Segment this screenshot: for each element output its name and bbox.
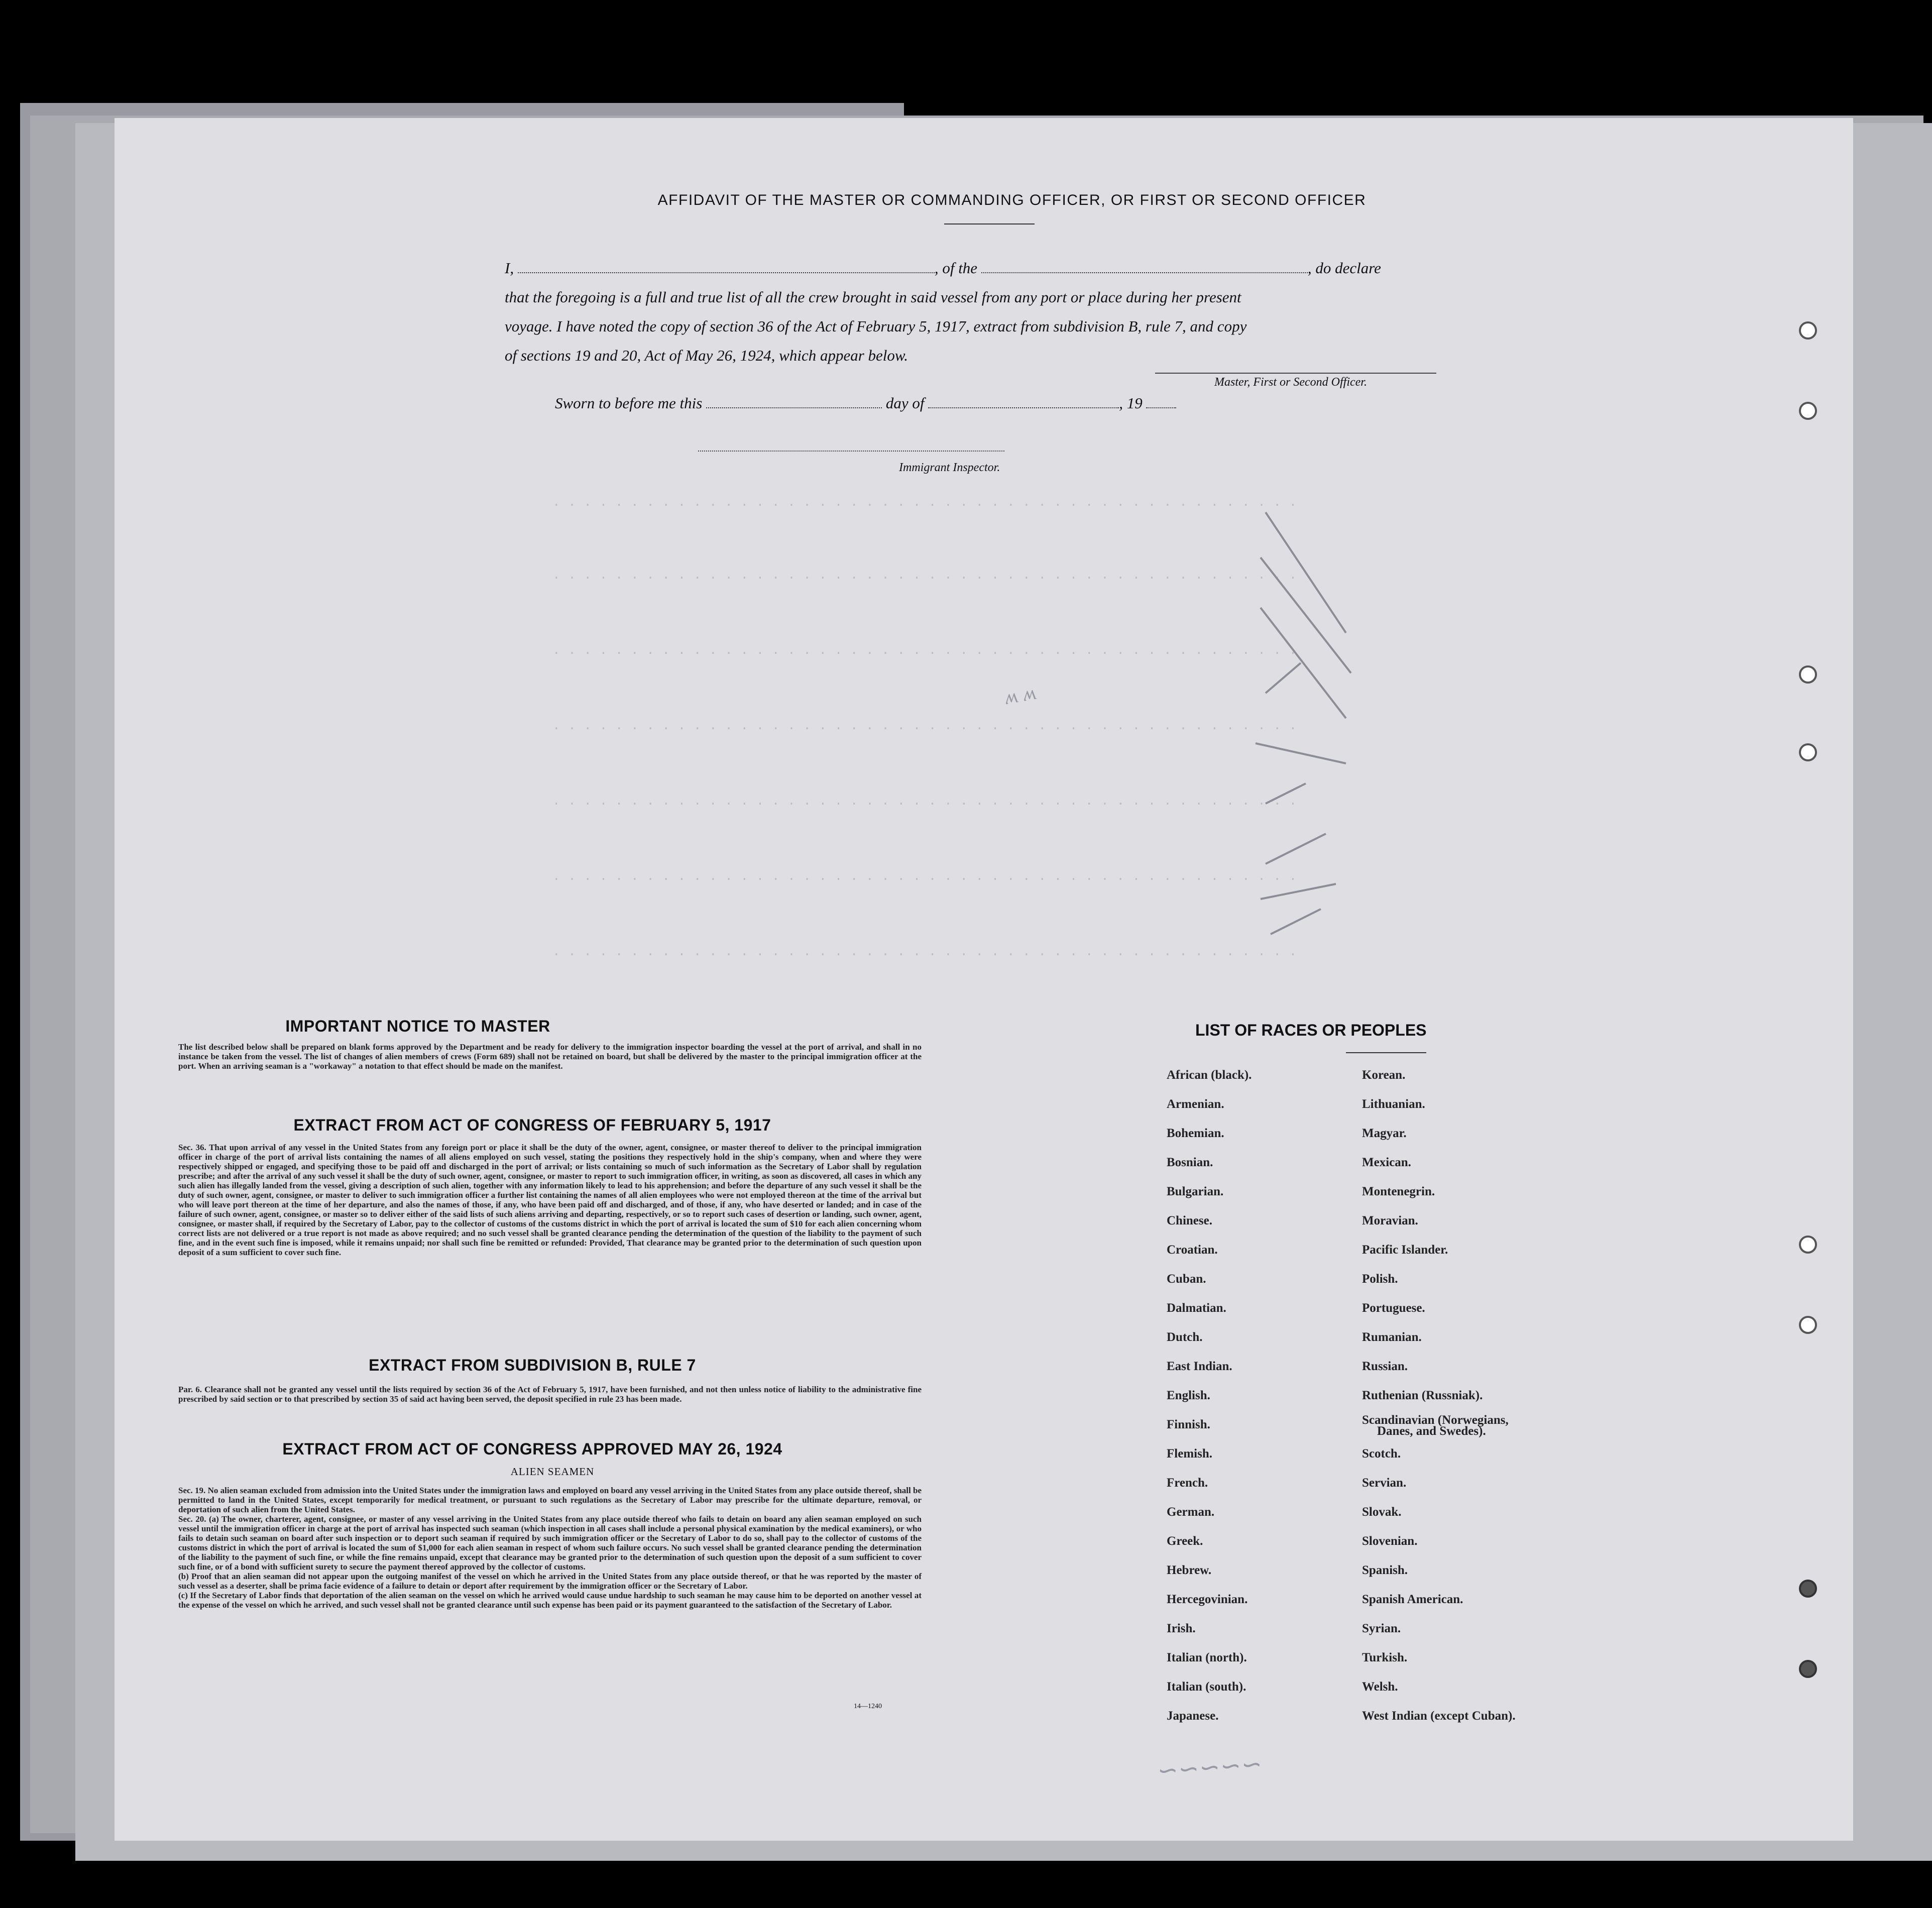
race-item: Flemish. — [1167, 1447, 1212, 1461]
race-item: Spanish American. — [1362, 1593, 1463, 1606]
pencil-mark: ʍ ʍ — [1002, 681, 1038, 709]
punch-hole — [1799, 1660, 1817, 1678]
races-right-column — [1362, 1061, 1516, 1731]
extract-1924-subtitle: ALIEN SEAMEN — [510, 1466, 595, 1478]
race-item: East Indian. — [1167, 1360, 1232, 1373]
race-item: Russian. — [1362, 1360, 1408, 1373]
notice-body: The list described below shall be prepared on blank forms approved by the Department and be ready for delivery to the immigration inspector boarding the vessel at the port of arrival, and shall in no instance be taken from the vessel. The list of changes of alien members of crews (Form 689) shall not be retained on board, but shall be delivered by the master to the principal immigration officer at the port. When an arriving seaman is a "workaway" a notation to that effect should be made on the manifest. — [178, 1042, 922, 1071]
race-item: Japanese. — [1167, 1709, 1219, 1723]
extract-1924-title: EXTRACT FROM ACT OF CONGRESS APPROVED MAY 26, 1924 — [282, 1440, 782, 1458]
punch-hole — [1799, 1236, 1817, 1254]
sworn-year-field[interactable] — [1146, 395, 1176, 408]
race-item: Croatian. — [1167, 1243, 1218, 1257]
race-item: Mexican. — [1362, 1156, 1411, 1169]
race-item: Cuban. — [1167, 1272, 1206, 1286]
sworn-month-field[interactable] — [928, 395, 1119, 408]
race-item: German. — [1167, 1505, 1215, 1519]
race-item: Scandinavian (Norwegians, — [1362, 1413, 1509, 1427]
affidavit-line-3: voyage. I have noted the copy of section 36 of the Act of February 5, 1917, extract from subdivision B, rule 7, and copy — [505, 317, 1247, 335]
race-item: Korean. — [1362, 1068, 1406, 1082]
bleed-through-row: . . . . . . . . . . . . . . . . . . . . . . . . . . . . . . . . . . . . . . . . . . . . . . . . — [552, 869, 1297, 884]
race-item: West Indian (except Cuban). — [1362, 1709, 1516, 1723]
race-item: Scotch. — [1362, 1447, 1401, 1461]
race-item: Danes, and Swedes). — [1377, 1424, 1486, 1438]
punch-hole — [1799, 743, 1817, 761]
races-title: LIST OF RACES OR PEOPLES — [1195, 1021, 1427, 1039]
pencil-signature-mark: ∽∽∽∽∽ — [1154, 1749, 1262, 1785]
race-item: Syrian. — [1362, 1622, 1401, 1635]
bleed-through-row: . . . . . . . . . . . . . . . . . . . . . . . . . . . . . . . . . . . . . . . . . . . . . . . . — [552, 944, 1297, 959]
tally-marks — [1245, 482, 1366, 984]
bleed-through-row: . . . . . . . . . . . . . . . . . . . . . . . . . . . . . . . . . . . . . . . . . . . . . . . . — [552, 794, 1297, 809]
race-item: Rumanian. — [1362, 1330, 1422, 1344]
race-item: Servian. — [1362, 1476, 1407, 1490]
sec-19-text: Sec. 19. No alien seaman excluded from admission into the United States under the immigration laws and employed on board any vessel arriving in the United States from any place outside thereof, shall be permitted to land in the United States, except temporarily for medical treatment, or pursuant to such regulations as the Secretary of Labor may prescribe for the ultimate departure, removal, or deportation of such alien from the United States. — [178, 1486, 922, 1514]
race-item: Dalmatian. — [1167, 1301, 1226, 1315]
punch-hole — [1799, 402, 1817, 420]
race-item: Italian (north). — [1167, 1651, 1247, 1664]
race-item: Bosnian. — [1167, 1156, 1213, 1169]
bleed-through-row: . . . . . . . . . . . . . . . . . . . . . . . . . . . . . . . . . . . . . . . . . . . . . . . . — [552, 718, 1297, 733]
affidavit-title: AFFIDAVIT OF THE MASTER OR COMMANDING OFFICER, OR FIRST OR SECOND OFFICER — [657, 192, 1367, 208]
races-title-underline — [1346, 1052, 1426, 1053]
race-item: Montenegrin. — [1362, 1185, 1435, 1198]
extract-1924-body — [178, 1486, 922, 1610]
affidavit-line-4: of sections 19 and 20, Act of May 26, 1924, which appear below. — [505, 347, 908, 364]
master-name-field[interactable] — [518, 260, 935, 273]
sec-20a-text: Sec. 20. (a) The owner, charterer, agent, consignee, or master of any vessel arriving in the United States from any place outside thereof who fails to detain on board any alien seaman employed on such vessel until the immigration officer in charge at the port of arrival has inspected such seaman (which inspection in all cases shall include a personal physical examination by the medical examiners), or who fails to detain such seaman on board after such inspection or to deport such seaman if required by such immigration officer or the Secretary of Labor to do so, shall pay to the collector of customs of the customs district in which the port of arrival is located the sum of $1,000 for each alien seaman in respect of whom such failure occurs. No such vessel shall be granted clearance pending the determination of the liability to the payment of such fine, or while the fine remains unpaid, except that clearance may be granted prior to the determination of such question upon the deposit of a sum sufficient to cover such fine, or of a bond with sufficient surety to secure the payment thereof approved by the collector of customs. — [178, 1514, 922, 1572]
affidavit-line-2: that the foregoing is a full and true list of all the crew brought in said vessel from any port or place during her present — [505, 288, 1241, 306]
race-item: Irish. — [1167, 1622, 1196, 1635]
race-item: Italian (south). — [1167, 1680, 1246, 1694]
title-underline — [944, 223, 1035, 225]
race-item: Moravian. — [1362, 1214, 1418, 1227]
race-item: Pacific Islander. — [1362, 1243, 1448, 1257]
master-signature-label: Master, First or Second Officer. — [1214, 376, 1367, 389]
bleed-through-row: . . . . . . . . . . . . . . . . . . . . . . . . . . . . . . . . . . . . . . . . . . . . . . . . — [552, 495, 1297, 510]
vessel-name-field[interactable] — [981, 260, 1308, 273]
race-item: Lithuanian. — [1362, 1097, 1425, 1111]
race-item: Slovenian. — [1362, 1534, 1418, 1548]
affidavit-body — [505, 254, 1469, 370]
race-item: Armenian. — [1167, 1097, 1224, 1111]
race-item: Slovak. — [1362, 1505, 1402, 1519]
race-item: African (black). — [1167, 1068, 1252, 1082]
sec-20b-text: (b) Proof that an alien seaman did not appear upon the outgoing manifest of the vessel on which he arrived in the United States from any place outside thereof, or that he was reported by the master of such vessel as a deserter, shall be prima facie evidence of a failure to detain or deport after requirement by the immigration officer or the Secretary of Labor. — [178, 1572, 922, 1591]
extract-rule7-title: EXTRACT FROM SUBDIVISION B, RULE 7 — [369, 1356, 696, 1374]
race-item: English. — [1167, 1389, 1210, 1402]
bleed-through-row: . . . . . . . . . . . . . . . . . . . . . . . . . . . . . . . . . . . . . . . . . . . . . . . . — [552, 643, 1297, 658]
notice-title: IMPORTANT NOTICE TO MASTER — [285, 1017, 550, 1035]
race-item: Welsh. — [1362, 1680, 1398, 1694]
sec-20c-text: (c) If the Secretary of Labor finds that deportation of the alien seaman on the vessel on which he arrived would cause undue hardship to such seaman he may cause him to be deported on another vessel at the expense of the vessel on which he arrived, and such vessel shall not be granted clearance until such expense has been paid or its payment guaranteed to the satisfaction of the Secretary of Labor. — [178, 1591, 922, 1610]
race-item: Bulgarian. — [1167, 1185, 1224, 1198]
race-item: Hercegovinian. — [1167, 1593, 1248, 1606]
race-item: Portuguese. — [1362, 1301, 1425, 1315]
punch-hole — [1799, 1316, 1817, 1334]
race-item: Ruthenian (Russniak). — [1362, 1389, 1483, 1402]
punch-hole — [1799, 321, 1817, 340]
race-item: Chinese. — [1167, 1214, 1212, 1227]
race-item: Hebrew. — [1167, 1563, 1212, 1577]
race-item: Bohemian. — [1167, 1127, 1224, 1140]
race-item: Dutch. — [1167, 1330, 1203, 1344]
sworn-line: Sworn to before me this day of , 19 — [555, 394, 1176, 412]
race-item: Magyar. — [1362, 1127, 1407, 1140]
sworn-day-field[interactable] — [706, 395, 882, 408]
punch-hole — [1799, 665, 1817, 684]
bleed-through-row: . . . . . . . . . . . . . . . . . . . . . . . . . . . . . . . . . . . . . . . . . . . . . . . . — [552, 568, 1297, 583]
extract-rule7-body: Par. 6. Clearance shall not be granted any vessel until the lists required by section 36 of the Act of February 5, 1917, have been furnished, and not then unless notice of liability to the administrative fine prescribed by said section or to that prescribed by section 35 of said act having been served, the deposit specified in rule 23 has been made. — [178, 1385, 922, 1404]
race-item: Finnish. — [1167, 1418, 1210, 1431]
form-number: 14—1240 — [854, 1703, 882, 1710]
extract-1917-body: Sec. 36. That upon arrival of any vessel in the United States from any foreign port or place it shall be the duty of the owner, agent, consignee, or master thereof to deliver to the principal immigration officer in charge of the port of arrival lists containing the names of all aliens employed on such vessel, stating the positions they respectively hold in the ship's company, when and where they were respectively shipped or engaged, and specifying those to be paid off and discharged in the port of arrival; or lists containing so much of such information as the Secretary of Labor shall by regulation prescribe; and after the arrival of any such vessel it shall be the duty of such owner, agent, consignee, or master to report to such immigration officer, in writing, as soon as discovered, all cases in which any such alien has illegally landed from the vessel, giving a description of such alien, together with any information likely to lead to his apprehension; and before the departure of any such vessel it shall be the duty of such owner, agent, consignee, or master to deliver to such immigration officer a further list containing the names of all alien employees who were not employed thereon at the time of the arrival but who will leave port thereon at the time of her departure, and also the names of those, if any, who have been paid off and discharged, and of those, if any, who have deserted or landed; and in case of the failure of such owner, agent, consignee, or master so to deliver either of the said lists of such aliens arriving and departing, respectively, or so to report such cases of desertion or landing, such owner, agent, consignee, or master shall, if required by the Secretary of Labor, pay to the collector of customs of the customs district in which the port of arrival is located the sum of $10 for each alien concerning whom correct lists are not delivered or a true report is not made as above required; and no such vessel shall be granted clearance pending the determination of the question of the liability to the payment of such fine, and in the event such fine is imposed, while it remains unpaid; nor shall such fine be remitted or refunded: Provided, That clearance may be granted prior to the determination of such question upon deposit of a sum sufficient to cover such fine. — [178, 1143, 922, 1257]
inspector-signature-label: Immigrant Inspector. — [899, 461, 1000, 474]
race-item: Polish. — [1362, 1272, 1398, 1286]
race-item: Spanish. — [1362, 1563, 1408, 1577]
race-item: Turkish. — [1362, 1651, 1408, 1664]
extract-1917-title: EXTRACT FROM ACT OF CONGRESS OF FEBRUARY 5, 1917 — [293, 1116, 771, 1134]
master-signature-line[interactable] — [1155, 373, 1436, 374]
race-item: Greek. — [1167, 1534, 1203, 1548]
affidavit-line-1: I, , of the , do declare — [505, 259, 1381, 277]
inspector-signature-line[interactable] — [698, 451, 1004, 452]
race-item: French. — [1167, 1476, 1208, 1490]
races-left-column — [1167, 1061, 1252, 1731]
punch-hole — [1799, 1580, 1817, 1598]
